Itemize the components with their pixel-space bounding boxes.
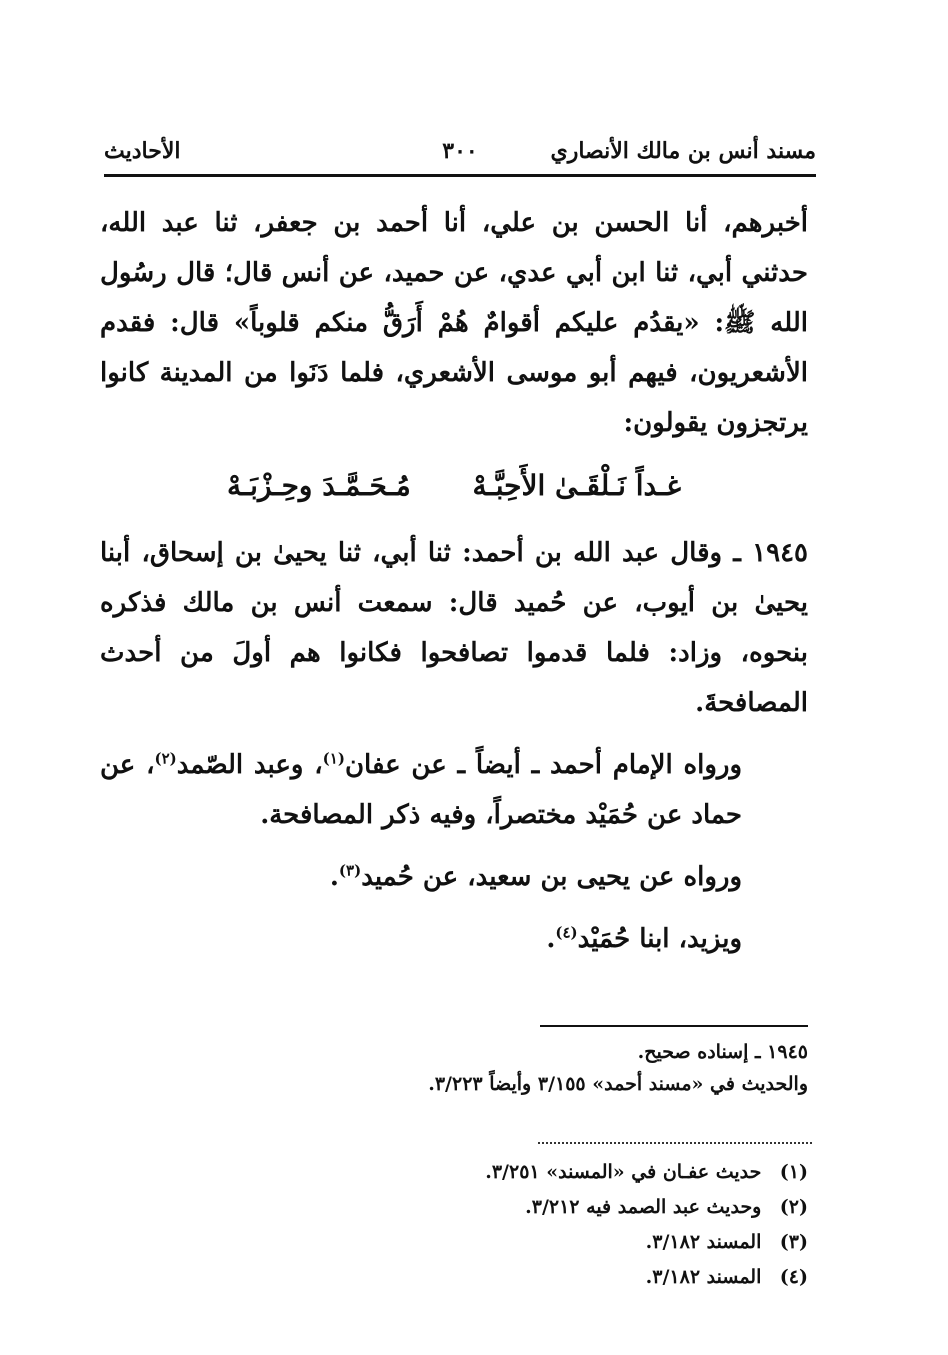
narration-1-b: ، وعبد الصّمد <box>176 750 323 780</box>
paragraph-narration-1 <box>100 740 808 840</box>
verse <box>100 458 808 514</box>
footnote-ref-2: (٢) <box>154 749 177 768</box>
footnote-ref-4: (٤) <box>555 923 578 942</box>
page-header <box>104 136 816 176</box>
footnote-4-text: المسند ٣/١٨٢. <box>645 1266 762 1288</box>
footnote-dotted-rule <box>538 1142 812 1144</box>
paragraph-narration-2 <box>100 852 808 902</box>
running-title: مسند أنس بن مالك الأنصاري <box>550 138 816 164</box>
verse-hemistich-1: غـداً نَـلْقَـىٰ الأَحِبَّـهْ <box>472 469 682 502</box>
section-title: الأحاديث <box>104 138 181 164</box>
narration-3-a: ويزيد، ابنا حُمَيْد <box>577 924 742 954</box>
footnote-main-line-1: ١٩٤٥ ـ إسناده صحيح. <box>637 1041 808 1063</box>
verse-hemistich-2: مُـحَـمَّـدَ وحِـزْبَـهْ <box>226 469 411 502</box>
footnote-rule <box>540 1025 808 1027</box>
footnote-4 <box>300 1260 808 1295</box>
footnote-3-num: (٣) <box>779 1231 808 1253</box>
paragraph-hadith: ١٩٤٥ ـ وقال عبد الله بن أحمد: ثنا أبي، ثنا يحيىٰ بن إسحاق، أبنا يحيىٰ بن أيوب، عن حُميد قال: سمعت أنس بن مالك فذكره بنحوه، وزاد: فلما قدموا تصافحوا فكانوا هم أولَ من أحدث المصافحةَ. <box>100 538 808 718</box>
footnotes-list <box>300 1155 808 1295</box>
header-rule <box>104 174 816 177</box>
hadith-text: وقال عبد الله بن أحمد: ثنا أبي، ثنا يحيىٰ بن إسحاق، أبنا يحيىٰ بن أيوب، عن حُميد قال: سمعت أنس بن مالك فذكره بنحوه، وزاد: فلما قدموا تصافحوا فكانوا هم أولَ من أحدث المصافحةَ. <box>100 538 808 718</box>
footnote-1-num: (١) <box>779 1161 808 1183</box>
footnote-main <box>240 1036 808 1100</box>
narration-1-c: ، عن حماد عن حُمَيْد مختصراً، وفيه ذكر المصافحة. <box>100 750 742 830</box>
footnote-2 <box>300 1190 808 1225</box>
narration-1-a: ورواه الإمام أحمد ـ أيضاً ـ عن عفان <box>344 750 743 780</box>
paragraph-intro: أخبرهم، أنا الحسن بن علي، أنا أحمد بن جعفر، ثنا عبد الله، حدثني أبي، ثنا ابن أبي عدي، عن حميد، عن أنس قال؛ قال رسُول الله ﷺ: «يقدُم عليكم أقوامٌ هُمْ أَرَقُّ منكم قلوباً» قال: فقدم الأشعريون، فيهم أبو موسى الأشعري، فلما دَنَوا من المدينة كانوا يرتجزون يقولون: <box>100 208 808 438</box>
footnote-3-text: المسند ٣/١٨٢. <box>645 1231 762 1253</box>
page-number: ٣٠٠ <box>442 138 478 164</box>
footnote-2-text: وحديث عبد الصمد فيه ٣/٢١٢. <box>525 1196 762 1218</box>
narration-2-b: . <box>329 862 339 892</box>
footnote-2-num: (٢) <box>779 1196 808 1218</box>
narration-3-b: . <box>546 924 556 954</box>
footnote-1 <box>300 1155 808 1190</box>
footnote-1-text: حديث عفـان في «المسند» ٣/٢٥١. <box>485 1161 762 1183</box>
main-text <box>100 198 808 964</box>
footnote-3 <box>300 1225 808 1260</box>
footnote-ref-3: (٣) <box>338 861 362 880</box>
narration-2-a: ورواه عن يحيى بن سعيد، عن حُميد <box>361 862 742 892</box>
footnote-main-line-2: والحديث في «مسند أحمد» ٣/١٥٥ وأيضاً ٣/٢٢٣. <box>428 1073 808 1095</box>
paragraph-narration-3 <box>100 914 808 964</box>
footnote-ref-1: (١) <box>322 749 345 768</box>
footnote-4-num: (٤) <box>779 1266 808 1288</box>
hadith-number: ١٩٤٥ <box>752 538 808 568</box>
